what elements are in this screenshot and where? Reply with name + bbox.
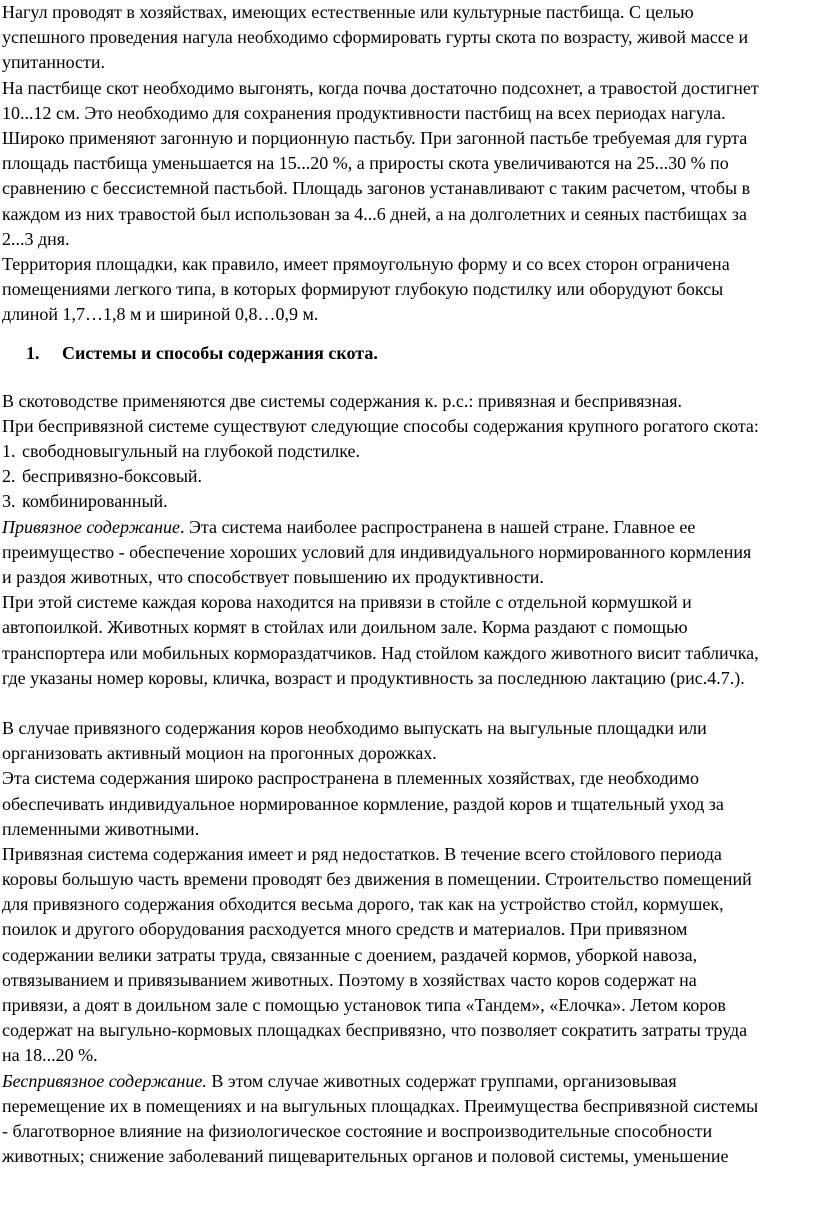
paragraph-stall [2,590,814,691]
text-line: животных; снижение заболеваний пищеварительных органов и половой системы, уменьшение [2,1146,729,1167]
housing-methods-list [2,439,814,515]
paragraph-tethered [2,515,814,591]
text-line: сравнению с бессистемной пастьбой. Площадь загонов устанавливают с таким расчетом, чтобы в [2,178,751,199]
text-line: транспортера или мобильных кормораздатчиков. Над стойлом каждого животного висит табличка, [2,642,759,663]
text-line: содержат на выгульно-кормовых площадках беспривязно, что позволяет сократить затраты труда [2,1020,748,1041]
paragraph-systems-intro [2,389,814,439]
text-line: упитанности. [2,52,106,73]
text-line: длиной 1,7…1,8 м и шириной 0,8…0,9 м. [2,304,319,325]
text-line: площадь пастбища уменьшается на 15...20 %, а приросты скота увеличиваются на 25...30 % по [2,153,729,174]
text-line: каждом из них травостой был использован за 4...6 дней, а на долголетних и сеяных пастбищах за [2,203,747,224]
text-line: - благотворное влияние на физиологическое состояние и воспроизводительные способности [2,1120,713,1141]
text-line: где указаны номер коровы, кличка, возраст и продуктивность за последнюю лактацию (рис.4.7.). [2,667,745,688]
paragraph-breeding [2,766,814,842]
italic-term: Беспривязное содержание. [2,1070,207,1091]
text-line: Нагул проводят в хозяйствах, имеющих естественные или культурные пастбища. С целью [2,2,694,22]
paragraph-fattening [2,0,814,76]
paragraph-exercise [2,716,814,766]
text-line: Привязное содержание. Эта система наиболее распространена в нашей стране. Главное ее [2,516,696,537]
text-line: на 18...20 %. [2,1045,98,1066]
list-item: 2. беспривязно-боксовый. [2,466,203,487]
text-line: преимущество - обеспечение хороших условий для индивидуального нормированного кормления [2,541,752,562]
list-item: 3. комбинированный. [2,491,168,512]
italic-term: Привязное содержание [2,516,180,537]
text-line: поилок и другого оборудования расходуется много средств и материалов. При привязном [2,919,688,940]
text-line: привязи, а доят в доильном зале с помощью установок типа «Тандем», «Елочка». Летом коров [2,995,726,1015]
text-line: перемещение их в помещениях и на выгульных площадках. Преимущества беспривязной системы [2,1095,759,1116]
text-line: Привязная система содержания имеет и ряд недостатков. В течение всего стойлового периода [2,843,722,864]
text-line: При этой системе каждая корова находится на привязи в стойле с отдельной кормушкой и [2,592,692,613]
text-line: 10...12 см. Это необходимо для сохранения продуктивности пастбищ на всех периодах нагула. [2,102,726,123]
text-line: Эта система содержания широко распространена в племенных хозяйствах, где необходимо [2,768,699,789]
text-line: успешного проведения нагула необходимо сформировать гурты скота по возрасту, живой массе и [2,27,749,48]
text-line: На пастбище скот необходимо выгонять, когда почва достаточно подсохнет, а травостой достигнет [2,77,759,98]
text-line: автопоилкой. Животных кормят в стойлах или доильном зале. Корма раздают с помощью [2,617,688,638]
text-line: В случае привязного содержания коров необходимо выпускать на выгульные площадки или [2,717,707,738]
text-line: Широко применяют загонную и порционную пастьбу. При загонной пастьбе требуемая для гурта [2,127,748,148]
text-line: содержании велики затраты труда, связанные с доением, раздачей кормов, уборкой навоза, [2,944,698,965]
text-line: помещениями легкого типа, в которых формируют глубокую подстилку или оборудуют боксы [2,279,724,300]
text-line: отвязыванием и привязыванием животных. Поэтому в хозяйствах часто коров содержат на [2,969,697,990]
text-line: для привязного содержания обходится весьма дорого, так как на устройство стойл, кормушек, [2,894,724,915]
text-line: Беспривязное содержание. В этом случае животных содержат группами, организовывая [2,1070,677,1091]
paragraph-territory [2,252,814,328]
section-heading [2,341,814,366]
text-line: При беспривязной системе существуют следующие способы содержания крупного рогатого скота: [2,415,759,436]
list-item: 1. свободновыгульный на глубокой подстилке. [2,441,361,462]
heading-text: Системы и способы содержания скота. [62,343,378,364]
paragraph-pasture [2,76,814,252]
text-line: и раздоя животных, что способствует повышению их продуктивности. [2,567,544,587]
text-line: племенными животными. [2,818,200,839]
blank-line [2,691,814,716]
heading-number: 1. [26,343,40,364]
text-line: 2...3 дня. [2,228,70,249]
paragraph-loose-housing [2,1069,814,1170]
text-line: коровы большую часть времени проводят без движения в помещении. Строительство помещений [2,869,752,890]
text-line: В скотоводстве применяются две системы содержания к. р.с.: привязная и беспривязная. [2,390,683,411]
paragraph-drawbacks [2,842,814,1069]
text-line: обеспечивать индивидуальное нормированное кормление, раздой коров и тщательный уход за [2,793,724,814]
text-line: Территория площадки, как правило, имеет прямоугольную форму и со всех сторон ограничена [2,253,730,274]
text-line: организовать активный моцион на прогонных дорожках. [2,743,437,764]
